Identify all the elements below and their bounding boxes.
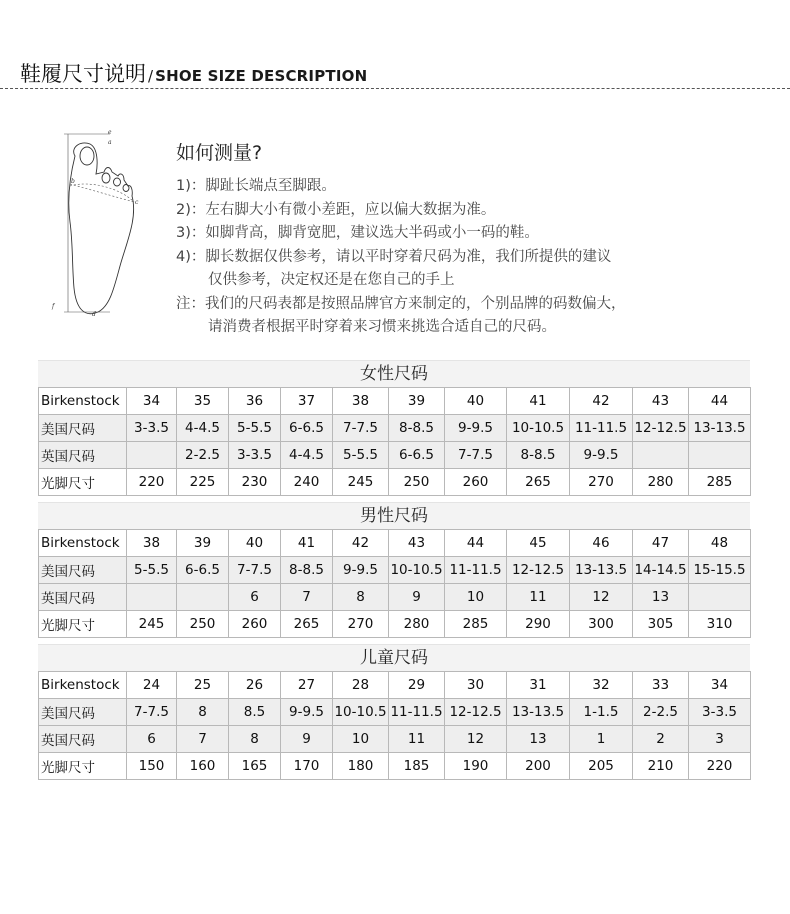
size-cell: 2 — [633, 726, 689, 753]
size-cell: 30 — [445, 672, 507, 699]
measure-instructions — [176, 138, 776, 340]
size-cell: 45 — [507, 530, 570, 557]
size-cell — [127, 584, 177, 611]
size-cell: 7 — [281, 584, 333, 611]
size-cell: 310 — [689, 611, 751, 638]
size-cell: 265 — [507, 469, 570, 496]
measure-line-3: 3)：如脚背高，脚背宽肥，建议选大半码或小一码的鞋。 — [176, 225, 539, 241]
size-cell: 9-9.5 — [445, 415, 507, 442]
size-cell: 11 — [507, 584, 570, 611]
foot-label-c: c — [135, 199, 139, 206]
size-cell: 200 — [507, 753, 570, 780]
size-cell: 7-7.5 — [333, 415, 389, 442]
size-cell: 170 — [281, 753, 333, 780]
size-cell: 44 — [689, 388, 751, 415]
women-size-table — [38, 387, 751, 496]
size-cell: 7 — [177, 726, 229, 753]
size-cell: 9-9.5 — [281, 699, 333, 726]
size-cell: 7-7.5 — [127, 699, 177, 726]
size-cell: 42 — [333, 530, 389, 557]
size-cell: 24 — [127, 672, 177, 699]
size-cell: 8-8.5 — [281, 557, 333, 584]
size-cell: 41 — [507, 388, 570, 415]
size-cell: 250 — [177, 611, 229, 638]
size-cell: 40 — [445, 388, 507, 415]
size-cell: 150 — [127, 753, 177, 780]
size-cell: 11 — [389, 726, 445, 753]
size-cell: 3-3.5 — [127, 415, 177, 442]
size-cell: 265 — [281, 611, 333, 638]
row-header: 美国尺码 — [39, 557, 127, 584]
size-cell: 12 — [570, 584, 633, 611]
size-cell: 290 — [507, 611, 570, 638]
size-cell: 12-12.5 — [633, 415, 689, 442]
size-cell: 4-4.5 — [177, 415, 229, 442]
size-cell: 27 — [281, 672, 333, 699]
size-cell: 15-15.5 — [689, 557, 751, 584]
size-cell: 12-12.5 — [507, 557, 570, 584]
size-cell: 205 — [570, 753, 633, 780]
row-header: 光脚尺寸 — [39, 611, 127, 638]
size-cell: 220 — [127, 469, 177, 496]
size-cell: 7-7.5 — [445, 442, 507, 469]
size-cell: 37 — [281, 388, 333, 415]
foot-label-d: d — [92, 311, 96, 318]
size-cell: 36 — [229, 388, 281, 415]
size-cell: 9 — [281, 726, 333, 753]
row-header: 美国尺码 — [39, 415, 127, 442]
measure-note-cont: 请消费者根据平时穿着来习惯来挑选合适自己的尺码。 — [208, 319, 556, 335]
men-size-table — [38, 529, 751, 638]
men-size-title: 男性尺码 — [38, 502, 750, 529]
row-header: 光脚尺寸 — [39, 753, 127, 780]
size-cell: 165 — [229, 753, 281, 780]
size-cell: 6-6.5 — [281, 415, 333, 442]
women-row-uk-size — [39, 442, 751, 469]
size-cell: 1-1.5 — [570, 699, 633, 726]
foot-label-f: f — [52, 303, 55, 310]
header-title-en: SHOE SIZE DESCRIPTION — [155, 67, 368, 85]
size-cell: 12 — [445, 726, 507, 753]
size-cell: 260 — [229, 611, 281, 638]
size-cell: 6-6.5 — [389, 442, 445, 469]
row-header: 英国尺码 — [39, 442, 127, 469]
size-cell: 8 — [229, 726, 281, 753]
size-cell: 6 — [229, 584, 281, 611]
size-cell: 10 — [333, 726, 389, 753]
size-cell: 13-13.5 — [689, 415, 751, 442]
header-divider — [0, 88, 790, 89]
size-cell: 33 — [633, 672, 689, 699]
size-cell: 245 — [127, 611, 177, 638]
size-cell: 13-13.5 — [570, 557, 633, 584]
size-cell: 2-2.5 — [633, 699, 689, 726]
kids-size-table — [38, 671, 751, 780]
size-cell: 11-11.5 — [389, 699, 445, 726]
size-cell: 40 — [229, 530, 281, 557]
size-cell: 300 — [570, 611, 633, 638]
row-header: 英国尺码 — [39, 726, 127, 753]
kids-row-foot-length — [39, 753, 751, 780]
page-header — [20, 58, 780, 88]
size-cell: 1 — [570, 726, 633, 753]
size-cell: 160 — [177, 753, 229, 780]
header-title-cn: 鞋履尺寸说明 — [20, 62, 146, 86]
size-cell: 5-5.5 — [333, 442, 389, 469]
women-row-birkenstock — [39, 388, 751, 415]
size-cell: 10-10.5 — [389, 557, 445, 584]
size-cell: 185 — [389, 753, 445, 780]
size-cell: 8.5 — [229, 699, 281, 726]
men-row-us-size — [39, 557, 751, 584]
size-cell: 2-2.5 — [177, 442, 229, 469]
size-cell: 210 — [633, 753, 689, 780]
men-row-foot-length — [39, 611, 751, 638]
size-cell: 8-8.5 — [507, 442, 570, 469]
size-cell: 43 — [633, 388, 689, 415]
men-row-birkenstock — [39, 530, 751, 557]
size-cell: 230 — [229, 469, 281, 496]
size-cell: 13 — [507, 726, 570, 753]
foot-label-a: a — [108, 139, 112, 146]
size-cell: 48 — [689, 530, 751, 557]
row-header: Birkenstock — [39, 388, 127, 415]
women-size-section — [38, 360, 750, 496]
size-cell: 8 — [177, 699, 229, 726]
size-cell — [127, 442, 177, 469]
measure-line-1: 1)：脚趾长端点至脚跟。 — [176, 178, 336, 194]
size-cell — [177, 584, 229, 611]
size-cell: 35 — [177, 388, 229, 415]
men-row-uk-size — [39, 584, 751, 611]
size-cell: 10 — [445, 584, 507, 611]
size-cell: 250 — [389, 469, 445, 496]
size-cell: 14-14.5 — [633, 557, 689, 584]
size-cell: 280 — [633, 469, 689, 496]
size-cell: 39 — [177, 530, 229, 557]
size-cell: 3-3.5 — [229, 442, 281, 469]
size-cell — [633, 442, 689, 469]
size-cell: 38 — [127, 530, 177, 557]
size-cell: 10-10.5 — [333, 699, 389, 726]
kids-size-section — [38, 644, 750, 780]
size-cell: 12-12.5 — [445, 699, 507, 726]
size-cell: 6 — [127, 726, 177, 753]
size-cell: 39 — [389, 388, 445, 415]
measure-title: 如何测量? — [176, 142, 263, 164]
size-cell: 8 — [333, 584, 389, 611]
header-separator: / — [148, 67, 154, 85]
row-header: Birkenstock — [39, 530, 127, 557]
size-cell: 38 — [333, 388, 389, 415]
men-size-section — [38, 502, 750, 638]
row-header: 光脚尺寸 — [39, 469, 127, 496]
size-cell: 3 — [689, 726, 751, 753]
size-cell: 25 — [177, 672, 229, 699]
size-cell — [689, 584, 751, 611]
measure-note: 注：我们的尺码表都是按照品牌官方来制定的，个别品牌的码数偏大， — [176, 295, 626, 312]
row-header: Birkenstock — [39, 672, 127, 699]
size-cell: 270 — [333, 611, 389, 638]
size-cell: 9 — [389, 584, 445, 611]
size-cell: 280 — [389, 611, 445, 638]
row-header: 美国尺码 — [39, 699, 127, 726]
size-cell: 10-10.5 — [507, 415, 570, 442]
size-cell: 42 — [570, 388, 633, 415]
size-cell: 34 — [127, 388, 177, 415]
measure-line-4: 4)：脚长数据仅供参考，请以平时穿着尺码为准，我们所提供的建议 — [176, 248, 612, 265]
size-cell: 9-9.5 — [333, 557, 389, 584]
size-cell: 180 — [333, 753, 389, 780]
size-cell: 3-3.5 — [689, 699, 751, 726]
measure-line-2: 2)：左右脚大小有微小差距，应以偏大数据为准。 — [176, 201, 496, 218]
foot-label-b: b — [71, 178, 75, 185]
size-cell: 13 — [633, 584, 689, 611]
women-row-foot-length — [39, 469, 751, 496]
size-cell: 240 — [281, 469, 333, 496]
size-cell: 34 — [689, 672, 751, 699]
kids-row-us-size — [39, 699, 751, 726]
size-cell: 47 — [633, 530, 689, 557]
foot-label-e: e — [108, 129, 112, 136]
size-cell: 6-6.5 — [177, 557, 229, 584]
size-cell: 29 — [389, 672, 445, 699]
size-cell: 32 — [570, 672, 633, 699]
size-cell: 13-13.5 — [507, 699, 570, 726]
size-cell: 270 — [570, 469, 633, 496]
size-cell: 43 — [389, 530, 445, 557]
size-cell: 28 — [333, 672, 389, 699]
size-cell: 305 — [633, 611, 689, 638]
women-row-us-size — [39, 415, 751, 442]
size-cell: 225 — [177, 469, 229, 496]
size-cell: 260 — [445, 469, 507, 496]
size-cell: 11-11.5 — [445, 557, 507, 584]
size-cell: 285 — [445, 611, 507, 638]
size-cell: 44 — [445, 530, 507, 557]
size-cell: 285 — [689, 469, 751, 496]
row-header: 英国尺码 — [39, 584, 127, 611]
size-cell — [689, 442, 751, 469]
size-cell: 8-8.5 — [389, 415, 445, 442]
measure-line-4-cont: 仅供参考，决定权还是在您自己的手上 — [208, 272, 455, 288]
size-cell: 31 — [507, 672, 570, 699]
size-cell: 4-4.5 — [281, 442, 333, 469]
size-cell: 9-9.5 — [570, 442, 633, 469]
kids-row-uk-size — [39, 726, 751, 753]
size-cell: 46 — [570, 530, 633, 557]
foot-diagram — [40, 126, 150, 326]
size-cell: 245 — [333, 469, 389, 496]
size-cell: 26 — [229, 672, 281, 699]
women-size-title: 女性尺码 — [38, 360, 750, 387]
size-cell: 5-5.5 — [127, 557, 177, 584]
size-cell: 190 — [445, 753, 507, 780]
size-cell: 220 — [689, 753, 751, 780]
size-cell: 5-5.5 — [229, 415, 281, 442]
kids-size-title: 儿童尺码 — [38, 644, 750, 671]
size-cell: 7-7.5 — [229, 557, 281, 584]
kids-row-birkenstock — [39, 672, 751, 699]
size-cell: 11-11.5 — [570, 415, 633, 442]
size-cell: 41 — [281, 530, 333, 557]
